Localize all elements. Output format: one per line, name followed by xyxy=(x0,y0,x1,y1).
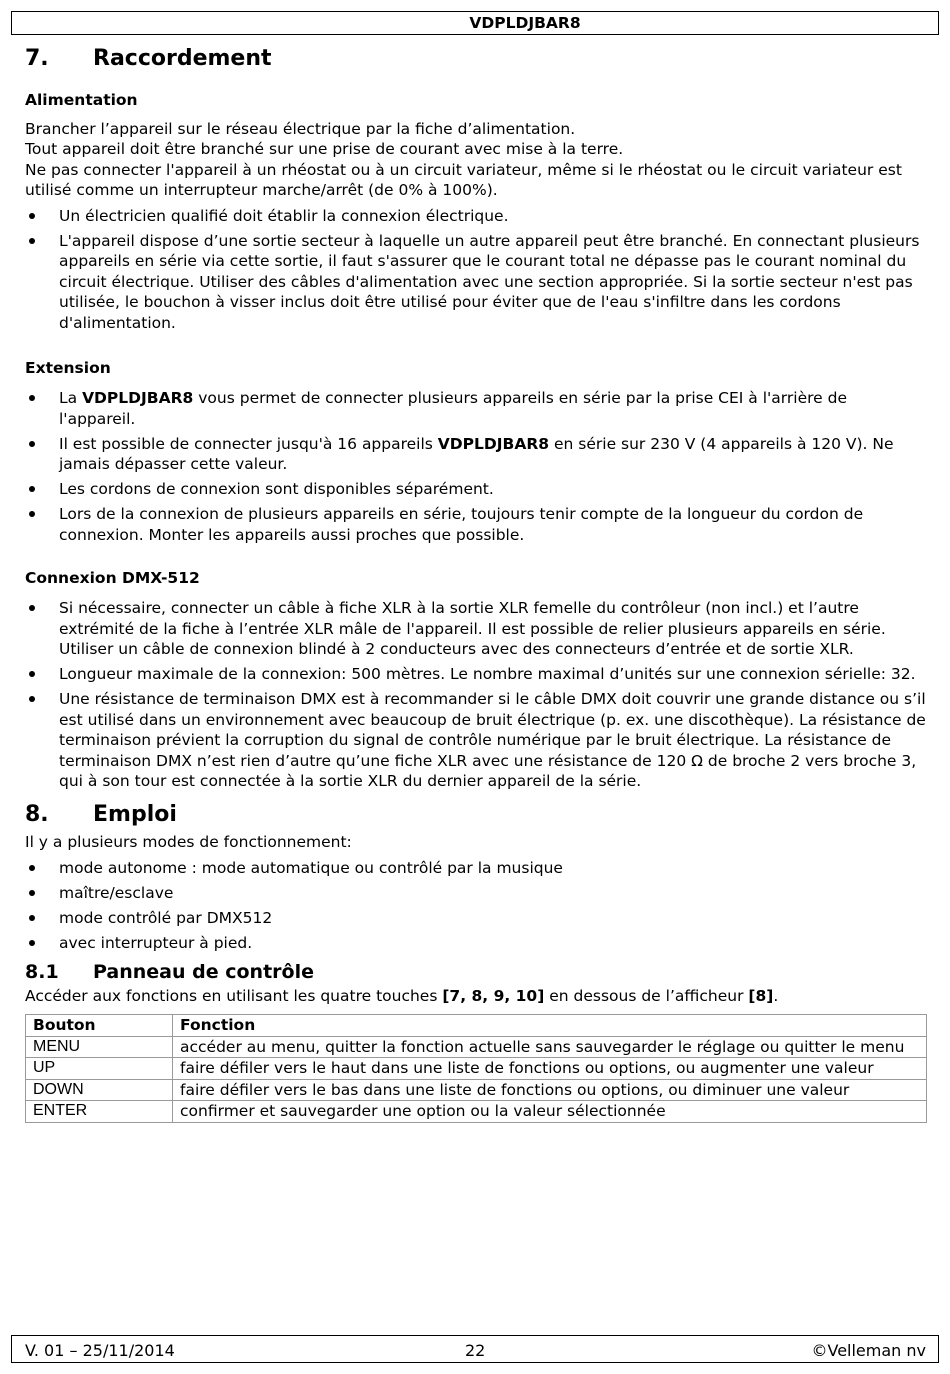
table-row xyxy=(26,1058,927,1080)
extension-heading: Extension xyxy=(25,358,111,377)
text-run: Il est possible de connecter jusqu'à 16 appareils xyxy=(59,434,438,453)
alimentation-paragraph-3: Ne pas connecter l'appareil à un rhéostat ou à un circuit variateur, même si le rhéostat ou le circuit variateur est utilisé comme un interrupteur marche/arrêt (de 0% à 100%). xyxy=(25,160,902,199)
footer-version: V. 01 – 25/11/2014 xyxy=(25,1341,175,1360)
column-header-fonction: Fonction xyxy=(173,1015,927,1037)
section-7-title: Raccordement xyxy=(93,46,272,71)
alimentation-paragraph-1: Brancher l’appareil sur le réseau électrique par la fiche d’alimentation. xyxy=(25,119,576,138)
text-run: vous permet de connecter plusieurs appareils en série par la prise CEI à l'arrière de l'appareil. xyxy=(59,389,847,428)
model-name: VDPLDJBAR8 xyxy=(437,434,550,453)
subsection-8-1-heading xyxy=(25,958,927,986)
text-run: en dessous de l’afficheur xyxy=(544,986,749,1005)
list-item: Un électricien qualifié doit établir la connexion électrique. xyxy=(25,206,927,227)
list-item: mode autonome : mode automatique ou contrôlé par la musique xyxy=(25,858,927,879)
control-panel-intro xyxy=(25,986,927,1007)
section-8-number: 8. xyxy=(25,802,49,827)
table-cell-button: UP xyxy=(26,1058,173,1080)
display-ref: [8] xyxy=(748,986,774,1005)
table-cell-function: faire défiler vers le bas dans une liste de fonctions ou options, ou diminuer une valeur xyxy=(173,1079,927,1101)
dmx-heading: Connexion DMX-512 xyxy=(25,568,200,587)
section-7-heading xyxy=(25,42,927,76)
subsection-8-1-number: 8.1 xyxy=(25,960,59,983)
list-item: Une résistance de terminaison DMX est à recommander si le câble DMX doit couvrir une grande distance ou s’il est utilisé dans un environnement avec beaucoup de bruit électrique (p. ex. une discothèque). La résistance de terminaison prévient la corruption du signal de contrôle numérique par le bruit électrique. La résistance de terminaison DMX n’est rien d’autre qu’une fiche XLR avec une résistance de 120 Ω de broche 2 vers broche 3, qui à son tour est connectée à la sortie XLR du dernier appareil de la série. xyxy=(25,689,927,792)
text-run: La xyxy=(59,389,83,407)
list-item: maître/esclave xyxy=(25,883,927,904)
list-item: mode contrôlé par DMX512 xyxy=(25,908,927,929)
alimentation-heading: Alimentation xyxy=(25,91,138,109)
section-8-title: Emploi xyxy=(93,802,177,827)
table-row xyxy=(26,1079,927,1101)
section-8-intro: Il y a plusieurs modes de fonctionnement: xyxy=(25,833,352,851)
table-cell-function: accéder au menu, quitter la fonction actuelle sans sauvegarder le réglage ou quitter le menu xyxy=(173,1036,927,1058)
table-row xyxy=(26,1036,927,1058)
subsection-8-1-title: Panneau de contrôle xyxy=(93,960,314,983)
control-panel-table xyxy=(25,1014,927,1123)
model-name: VDPLDJBAR8 xyxy=(82,389,194,407)
column-header-bouton: Bouton xyxy=(26,1015,173,1037)
header-model: VDPLDJBAR8 xyxy=(469,14,581,32)
alimentation-list xyxy=(25,206,927,334)
page-header xyxy=(11,11,939,35)
list-item: L'appareil dispose d’une sortie secteur à laquelle un autre appareil peut être branché. En connectant plusieurs appareils en série via cette sortie, il faut s'assurer que le courant total ne dépasse pas le courant nominal du circuit électrique. Utiliser des câbles d'alimentation avec une section appropriée. Si la sortie secteur n'est pas utilisée, le bouchon à visser inclus doit être utilisé pour éviter que de l'eau s'infiltre dans les cordons d'alimentation. xyxy=(25,231,927,334)
table-cell-button: MENU xyxy=(26,1036,173,1058)
list-item: Longueur maximale de la connexion: 500 mètres. Le nombre maximal d’unités sur une connexion sérielle: 32. xyxy=(25,664,927,685)
list-item xyxy=(25,388,927,429)
text-run: en série sur 230 V (4 appareils à 120 V). Ne jamais dépasser cette valeur. xyxy=(59,434,894,473)
footer-page-number: 22 xyxy=(465,1341,486,1360)
section-8-heading xyxy=(25,798,927,832)
table-row xyxy=(26,1101,927,1123)
page-content xyxy=(25,42,927,1123)
key-refs: [7, 8, 9, 10] xyxy=(442,986,545,1005)
section-7-number: 7. xyxy=(25,46,49,71)
table-header-row xyxy=(26,1015,927,1037)
page-footer xyxy=(11,1335,939,1363)
alimentation-paragraph-2: Tout appareil doit être branché sur une prise de courant avec mise à la terre. xyxy=(25,140,624,158)
table-cell-function: faire défiler vers le haut dans une liste de fonctions ou options, ou augmenter une valeur xyxy=(173,1058,927,1080)
list-item: Les cordons de connexion sont disponibles séparément. xyxy=(25,479,927,500)
list-item: Si nécessaire, connecter un câble à fiche XLR à la sortie XLR femelle du contrôleur (non incl.) et l’autre extrémité de la fiche à l’entrée XLR mâle de l'appareil. Il est possible de relier plusieurs appareils en série. Utiliser un câble de connexion blindé à 2 conducteurs avec des connecteurs d’entrée et de sortie XLR. xyxy=(25,598,927,660)
extension-list xyxy=(25,388,927,545)
table-cell-function: confirmer et sauvegarder une option ou la valeur sélectionnée xyxy=(173,1101,927,1123)
dmx-list xyxy=(25,598,927,792)
footer-copyright: ©Velleman nv xyxy=(811,1341,926,1360)
text-run: . xyxy=(773,986,779,1005)
modes-list xyxy=(25,858,927,954)
table-cell-button: DOWN xyxy=(26,1079,173,1101)
list-item xyxy=(25,434,927,475)
list-item: avec interrupteur à pied. xyxy=(25,933,927,954)
text-run: Accéder aux fonctions en utilisant les quatre touches xyxy=(25,986,443,1005)
list-item: Lors de la connexion de plusieurs appareils en série, toujours tenir compte de la longueur du cordon de connexion. Monter les appareils aussi proches que possible. xyxy=(25,504,927,545)
table-cell-button: ENTER xyxy=(26,1101,173,1123)
